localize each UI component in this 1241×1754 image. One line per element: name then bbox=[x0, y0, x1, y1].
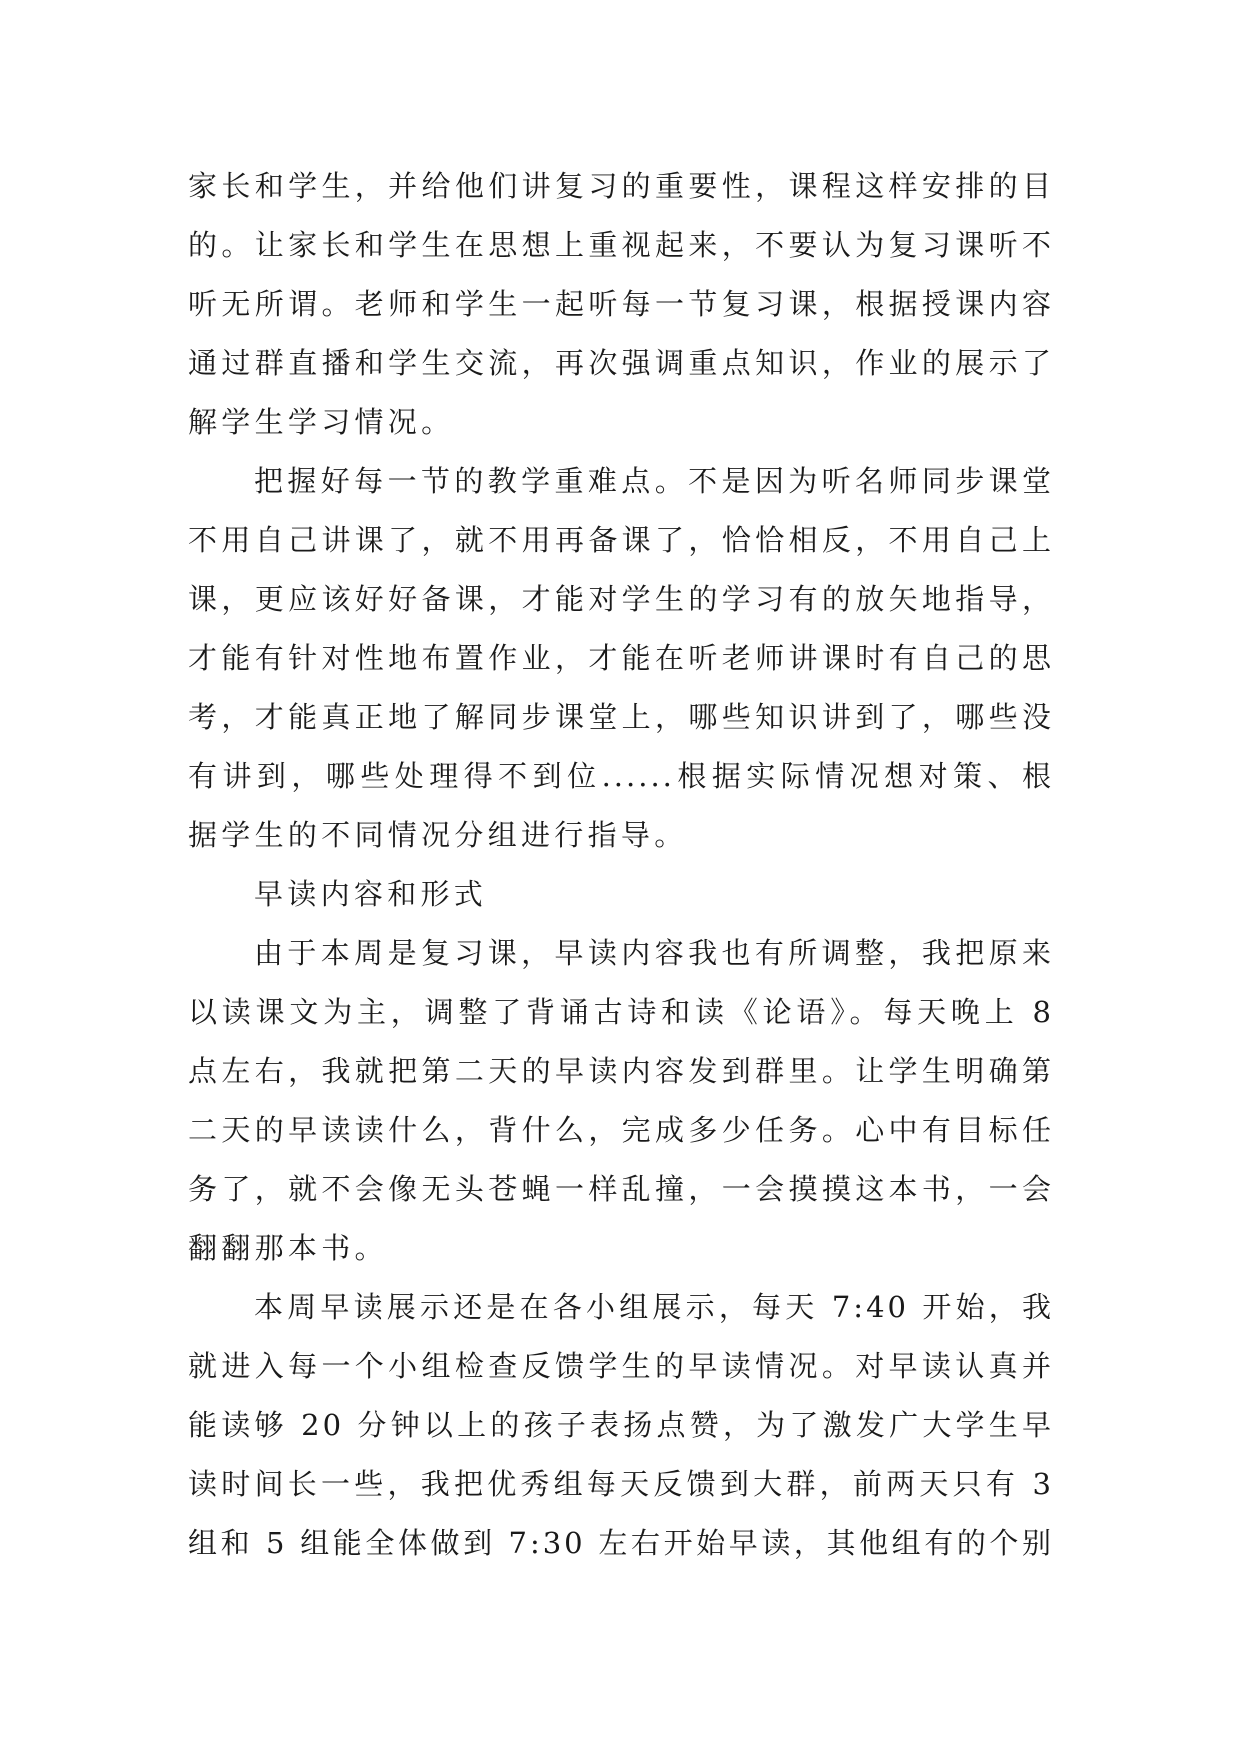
text-line: 听无所谓。老师和学生一起听每一节复习课，根据授课内容 bbox=[188, 287, 1054, 321]
text-line: 读时间长一些，我把优秀组每天反馈到大群，前两天只有 3 bbox=[188, 1467, 1054, 1501]
text-line: 解学生学习情况。 bbox=[188, 405, 455, 439]
text-line: 家长和学生，并给他们讲复习的重要性，课程这样安排的目 bbox=[188, 169, 1054, 203]
text-line: 务了，就不会像无头苍蝇一样乱撞，一会摸摸这本书，一会 bbox=[188, 1172, 1054, 1206]
text-line: 二天的早读读什么，背什么，完成多少任务。心中有目标任 bbox=[188, 1113, 1054, 1147]
text-line: 据学生的不同情况分组进行指导。 bbox=[188, 818, 688, 852]
section-heading bbox=[188, 865, 1054, 924]
text-line: 组和 5 组能全体做到 7:30 左右开始早读，其他组有的个别 bbox=[188, 1526, 1054, 1560]
text-line: 把握好每一节的教学重难点。不是因为听名师同步课堂 bbox=[254, 464, 1054, 498]
text-line: 就进入每一个小组检查反馈学生的早读情况。对早读认真并 bbox=[188, 1349, 1054, 1383]
paragraph-review-continuation bbox=[188, 157, 1054, 452]
text-line: 课，更应该好好备课，才能对学生的学习有的放矢地指导， bbox=[188, 582, 1054, 616]
text-line: 通过群直播和学生交流，再次强调重点知识，作业的展示了 bbox=[188, 346, 1054, 380]
text-line: 有讲到，哪些处理得不到位......根据实际情况想对策、根 bbox=[188, 759, 1054, 793]
text-line: 考，才能真正地了解同步课堂上，哪些知识讲到了，哪些没 bbox=[188, 700, 1054, 734]
paragraph-teaching-focus bbox=[188, 452, 1054, 865]
text-line: 本周早读展示还是在各小组展示，每天 7:40 开始，我 bbox=[254, 1290, 1054, 1324]
text-line: 由于本周是复习课，早读内容我也有所调整，我把原来 bbox=[254, 936, 1054, 970]
text-line: 能读够 20 分钟以上的孩子表扬点赞，为了激发广大学生早 bbox=[188, 1408, 1054, 1442]
heading-line: 早读内容和形式 bbox=[254, 877, 488, 911]
paragraph-morning-reading-content bbox=[188, 924, 1054, 1278]
text-line: 点左右，我就把第二天的早读内容发到群里。让学生明确第 bbox=[188, 1054, 1054, 1088]
text-line: 不用自己讲课了，就不用再备课了，恰恰相反，不用自己上 bbox=[188, 523, 1054, 557]
text-line: 的。让家长和学生在思想上重视起来，不要认为复习课听不 bbox=[188, 228, 1054, 262]
text-line: 以读课文为主，调整了背诵古诗和读《论语》。每天晚上 8 bbox=[188, 995, 1054, 1029]
paragraph-morning-reading-display bbox=[188, 1278, 1054, 1573]
text-line: 才能有针对性地布置作业，才能在听老师讲课时有自己的思 bbox=[188, 641, 1054, 675]
document-body bbox=[188, 157, 1054, 1573]
text-line: 翻翻那本书。 bbox=[188, 1231, 388, 1265]
